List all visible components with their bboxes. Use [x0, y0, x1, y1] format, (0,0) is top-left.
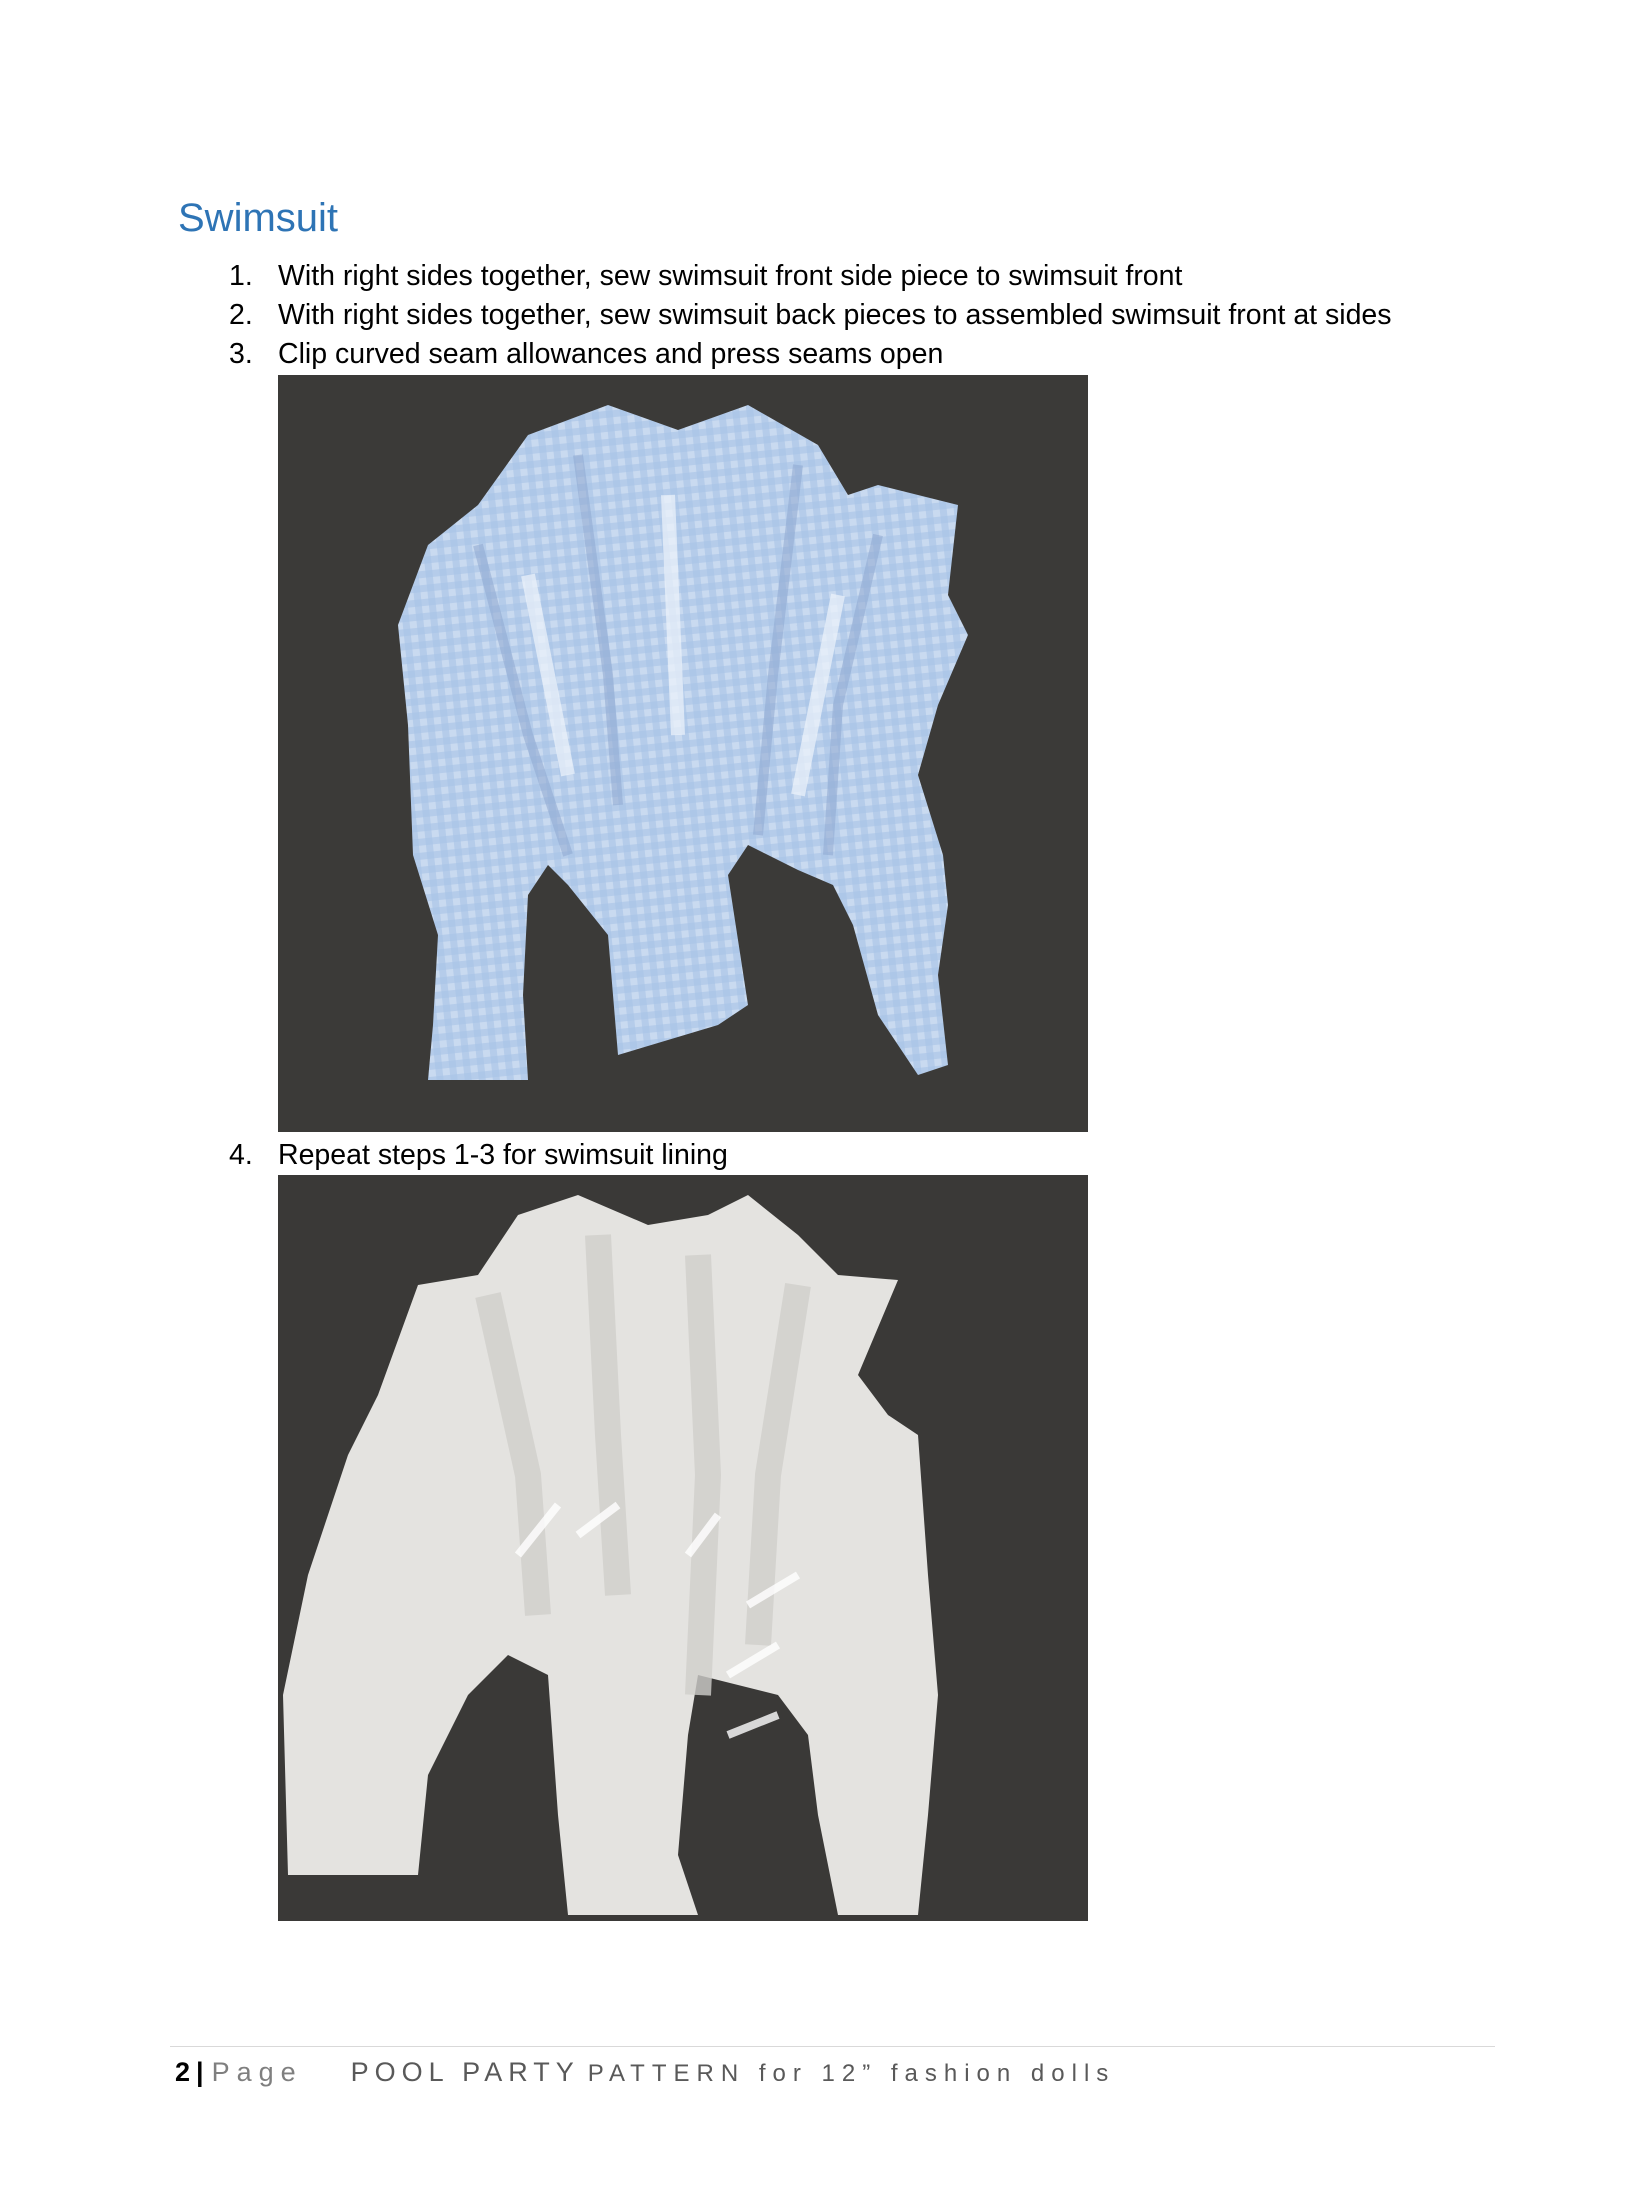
step-text: With right sides together, sew swimsuit back pieces to assembled swimsuit front at sides	[278, 299, 1392, 331]
footer-title: POOL PARTY	[350, 2057, 580, 2087]
page-number: 2	[175, 2057, 191, 2087]
footer-separator: |	[196, 2057, 204, 2087]
footer-divider	[170, 2046, 1495, 2047]
section-heading: Swimsuit	[178, 196, 339, 240]
page-footer	[175, 2052, 1115, 2092]
swimsuit-fabric	[398, 405, 968, 1080]
page-label: Page	[211, 2057, 303, 2087]
step-text: Repeat steps 1-3 for swimsuit lining	[278, 1139, 728, 1171]
lining-swimsuit-photo	[278, 1175, 1088, 1921]
footer-subtitle: PATTERN for 12” fashion dolls	[587, 2060, 1116, 2087]
lining-swimsuit-image	[278, 1175, 1088, 1921]
step-number: 2.	[229, 299, 253, 331]
gingham-swimsuit-image	[278, 375, 1088, 1132]
step-number: 1.	[229, 260, 253, 292]
step-number: 4.	[229, 1139, 253, 1171]
gingham-swimsuit-photo	[278, 375, 1088, 1132]
step-text: With right sides together, sew swimsuit front side piece to swimsuit front	[278, 260, 1183, 292]
step-number: 3.	[229, 338, 253, 370]
step-text: Clip curved seam allowances and press seams open	[278, 338, 944, 370]
